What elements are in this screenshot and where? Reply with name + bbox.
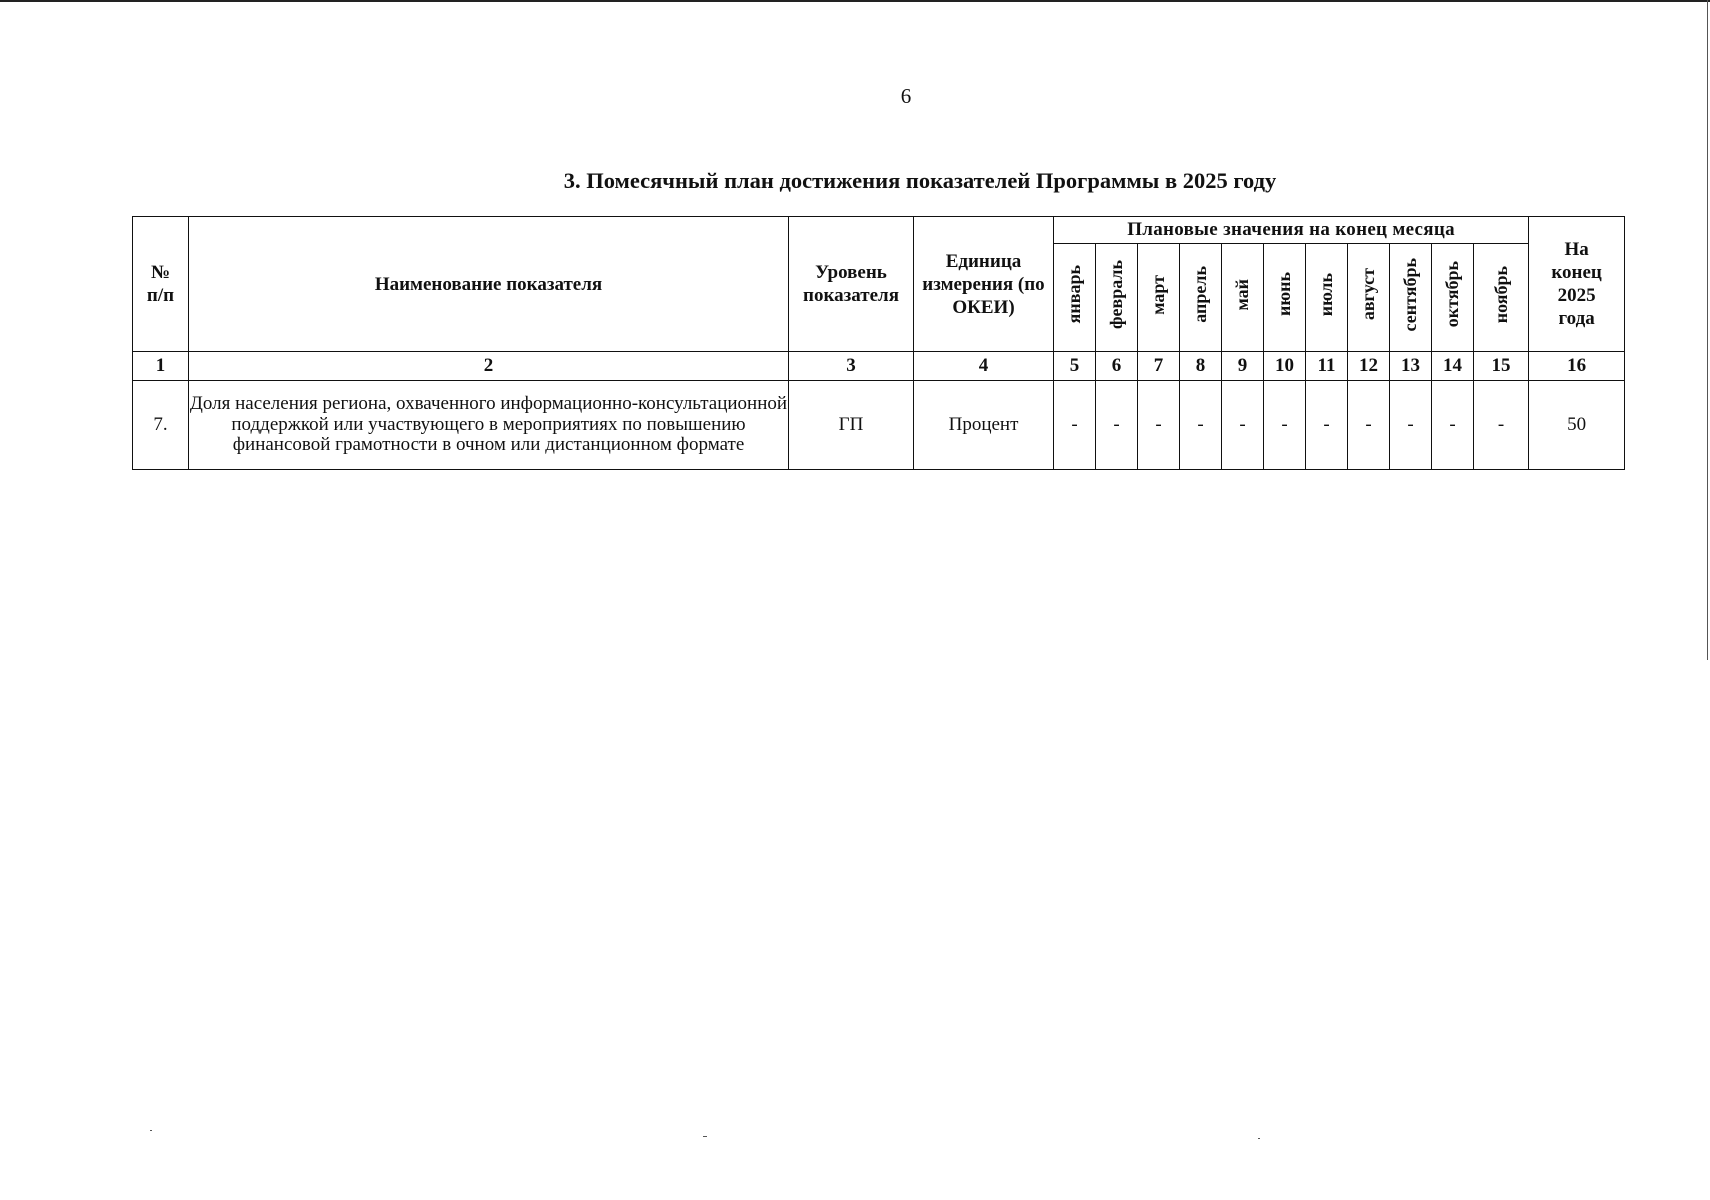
header-num: № п/п (133, 217, 189, 352)
column-number: 14 (1432, 352, 1474, 381)
header-month: август (1348, 244, 1390, 352)
header-month: март (1138, 244, 1180, 352)
column-number: 5 (1054, 352, 1096, 381)
header-month: май (1222, 244, 1264, 352)
monthly-value: - (1096, 381, 1138, 470)
column-number: 6 (1096, 352, 1138, 381)
header-planned-group: Плановые значения на конец месяца (1054, 217, 1529, 244)
scan-speck (703, 1136, 707, 1137)
column-number: 1 (133, 352, 189, 381)
monthly-value: - (1264, 381, 1306, 470)
column-number: 9 (1222, 352, 1264, 381)
column-number: 13 (1390, 352, 1432, 381)
indicator-level: ГП (789, 381, 914, 470)
table-row (133, 381, 1625, 470)
scan-speck (150, 1130, 152, 1131)
column-number: 4 (914, 352, 1054, 381)
monthly-value: - (1390, 381, 1432, 470)
row-number: 7. (133, 381, 189, 470)
header-month: октябрь (1432, 244, 1474, 352)
header-level: Уровень показателя (789, 217, 914, 352)
header-month: июль (1306, 244, 1348, 352)
column-number: 16 (1529, 352, 1625, 381)
header-month: сентябрь (1390, 244, 1432, 352)
column-number-row (133, 352, 1625, 381)
header-unit: Единица измерения (по ОКЕИ) (914, 217, 1054, 352)
indicator-unit: Процент (914, 381, 1054, 470)
indicator-name: Доля населения региона, охваченного информационно-консультационной поддержкой или участвующего в мероприятиях по повышению финансовой грамотности в очном или дистанционном формате (189, 381, 789, 470)
header-end-of-year: На конец 2025 года (1529, 217, 1625, 352)
scan-speck (1258, 1138, 1260, 1139)
monthly-value: - (1474, 381, 1529, 470)
column-number: 7 (1138, 352, 1180, 381)
monthly-value: - (1138, 381, 1180, 470)
monthly-value: - (1432, 381, 1474, 470)
column-number: 12 (1348, 352, 1390, 381)
monthly-value: - (1306, 381, 1348, 470)
header-month: январь (1054, 244, 1096, 352)
document-title: 3. Помесячный план достижения показателей Программы в 2025 году (563, 168, 1277, 193)
plan-table (132, 216, 1625, 470)
header-month: апрель (1180, 244, 1222, 352)
column-number: 10 (1264, 352, 1306, 381)
monthly-value: - (1180, 381, 1222, 470)
header-month: ноябрь (1474, 244, 1529, 352)
column-number: 15 (1474, 352, 1529, 381)
column-number: 11 (1306, 352, 1348, 381)
header-month: июнь (1264, 244, 1306, 352)
column-number: 8 (1180, 352, 1222, 381)
column-number: 2 (189, 352, 789, 381)
column-number: 3 (789, 352, 914, 381)
page-edge (0, 0, 1710, 2)
end-of-year-value: 50 (1529, 381, 1625, 470)
page-edge (1707, 0, 1708, 660)
monthly-value: - (1222, 381, 1264, 470)
monthly-value: - (1348, 381, 1390, 470)
header-name: Наименование показателя (189, 217, 789, 352)
page-number: 6 (900, 84, 912, 108)
monthly-value: - (1054, 381, 1096, 470)
header-month: февраль (1096, 244, 1138, 352)
